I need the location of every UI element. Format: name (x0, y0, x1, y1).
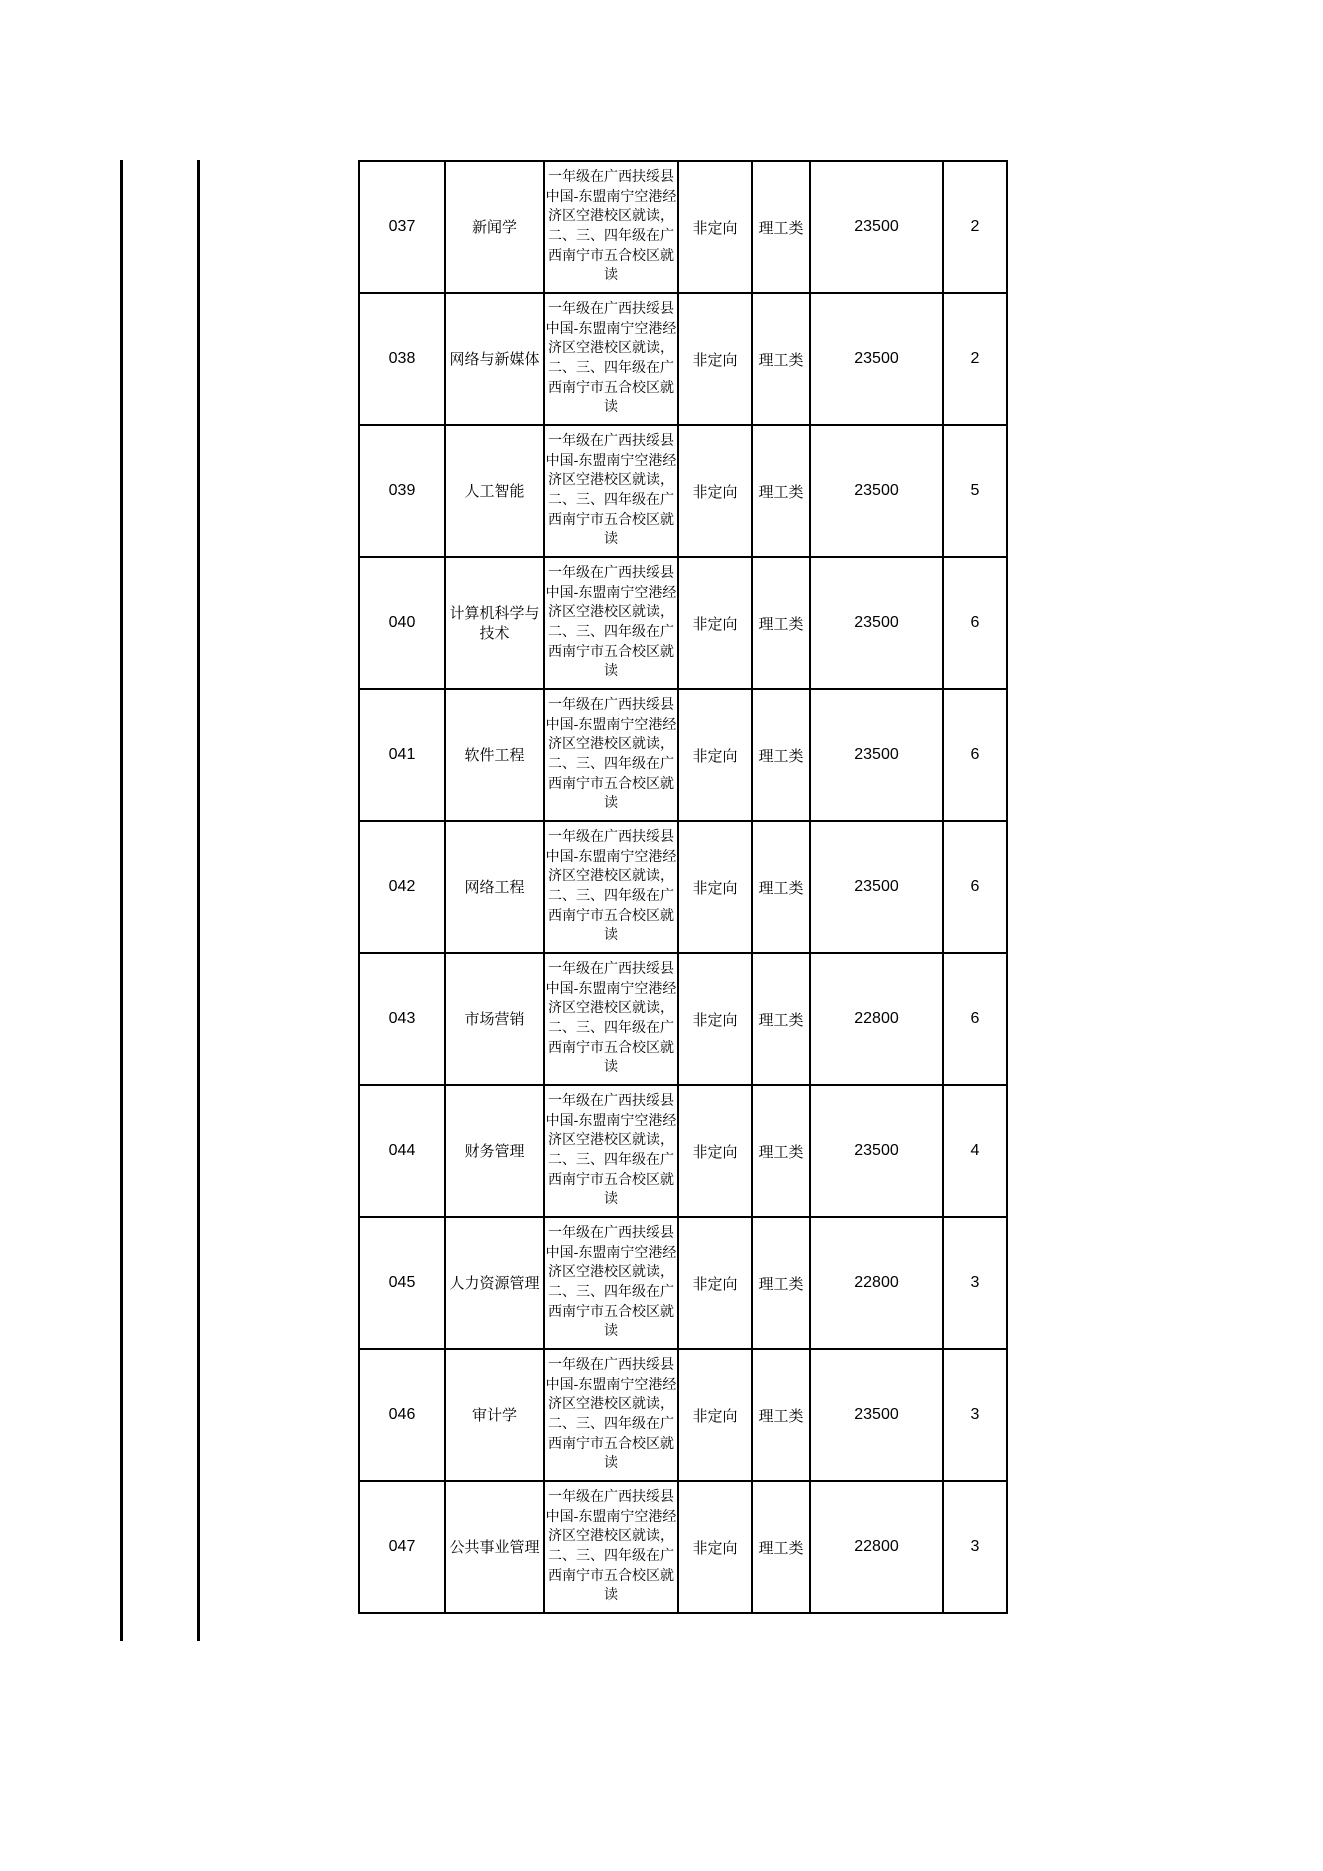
subject-category-cell: 理工类 (752, 1349, 810, 1481)
enrollment-plan-table (358, 160, 1008, 1614)
major-name-cell: 财务管理 (445, 1085, 544, 1217)
campus-note-cell (544, 953, 678, 1085)
campus-note-cell (544, 293, 678, 425)
major-name-cell: 审计学 (445, 1349, 544, 1481)
major-code-cell: 041 (359, 689, 445, 821)
campus-note-text: 一年级在广西扶绥县中国-东盟南宁空港经济区空港校区就读，二、三、四年级在广西南宁市五合校区就读 (545, 1489, 677, 1604)
tuition-fee-cell: 23500 (810, 821, 943, 953)
campus-note-cell (544, 1217, 678, 1349)
table-row (359, 1217, 1007, 1349)
major-code-cell: 042 (359, 821, 445, 953)
tuition-fee-cell: 23500 (810, 1349, 943, 1481)
quota-cell: 2 (943, 161, 1007, 293)
tuition-fee-cell: 22800 (810, 1217, 943, 1349)
enrollment-type-cell: 非定向 (678, 821, 752, 953)
major-name-cell: 公共事业管理 (445, 1481, 544, 1613)
campus-note-cell (544, 1481, 678, 1613)
major-code-cell: 039 (359, 425, 445, 557)
tuition-fee-cell: 23500 (810, 689, 943, 821)
tuition-fee-cell: 22800 (810, 1481, 943, 1613)
enrollment-type-cell: 非定向 (678, 425, 752, 557)
enrollment-type-cell: 非定向 (678, 293, 752, 425)
quota-cell: 5 (943, 425, 1007, 557)
tuition-fee-cell: 23500 (810, 557, 943, 689)
major-name-cell: 软件工程 (445, 689, 544, 821)
tuition-fee-cell: 23500 (810, 161, 943, 293)
enrollment-type-cell: 非定向 (678, 1085, 752, 1217)
major-name-cell: 新闻学 (445, 161, 544, 293)
subject-category-cell: 理工类 (752, 689, 810, 821)
enrollment-type-cell: 非定向 (678, 161, 752, 293)
table-body (359, 161, 1007, 1613)
subject-category-cell: 理工类 (752, 161, 810, 293)
campus-note-text: 一年级在广西扶绥县中国-东盟南宁空港经济区空港校区就读，二、三、四年级在广西南宁市五合校区就读 (545, 1225, 677, 1340)
campus-note-text: 一年级在广西扶绥县中国-东盟南宁空港经济区空港校区就读，二、三、四年级在广西南宁市五合校区就读 (545, 829, 677, 944)
subject-category-cell: 理工类 (752, 1481, 810, 1613)
quota-cell: 6 (943, 557, 1007, 689)
campus-note-text: 一年级在广西扶绥县中国-东盟南宁空港经济区空港校区就读，二、三、四年级在广西南宁市五合校区就读 (545, 697, 677, 812)
tuition-fee-cell: 23500 (810, 1085, 943, 1217)
table-row (359, 953, 1007, 1085)
table-row (359, 425, 1007, 557)
campus-note-text: 一年级在广西扶绥县中国-东盟南宁空港经济区空港校区就读，二、三、四年级在广西南宁市五合校区就读 (545, 169, 677, 284)
enrollment-type-cell: 非定向 (678, 557, 752, 689)
major-code-cell: 047 (359, 1481, 445, 1613)
major-code-cell: 040 (359, 557, 445, 689)
enrollment-type-cell: 非定向 (678, 953, 752, 1085)
tuition-fee-cell: 23500 (810, 293, 943, 425)
quota-cell: 3 (943, 1217, 1007, 1349)
enrollment-type-cell: 非定向 (678, 1349, 752, 1481)
major-name-cell: 计算机科学与技术 (445, 557, 544, 689)
major-code-cell: 038 (359, 293, 445, 425)
quota-cell: 4 (943, 1085, 1007, 1217)
major-code-cell: 037 (359, 161, 445, 293)
enrollment-type-cell: 非定向 (678, 1481, 752, 1613)
table-row (359, 1085, 1007, 1217)
campus-note-text: 一年级在广西扶绥县中国-东盟南宁空港经济区空港校区就读，二、三、四年级在广西南宁市五合校区就读 (545, 961, 677, 1076)
subject-category-cell: 理工类 (752, 425, 810, 557)
major-name-cell: 人工智能 (445, 425, 544, 557)
subject-category-cell: 理工类 (752, 1085, 810, 1217)
quota-cell: 3 (943, 1481, 1007, 1613)
campus-note-cell (544, 425, 678, 557)
campus-note-text: 一年级在广西扶绥县中国-东盟南宁空港经济区空港校区就读，二、三、四年级在广西南宁市五合校区就读 (545, 1093, 677, 1208)
table-row (359, 161, 1007, 293)
major-name-cell: 市场营销 (445, 953, 544, 1085)
table-row (359, 557, 1007, 689)
campus-note-text: 一年级在广西扶绥县中国-东盟南宁空港经济区空港校区就读，二、三、四年级在广西南宁市五合校区就读 (545, 433, 677, 548)
major-code-cell: 045 (359, 1217, 445, 1349)
subject-category-cell: 理工类 (752, 293, 810, 425)
quota-cell: 6 (943, 821, 1007, 953)
major-name-cell: 网络与新媒体 (445, 293, 544, 425)
table-row (359, 821, 1007, 953)
enrollment-type-cell: 非定向 (678, 689, 752, 821)
campus-note-text: 一年级在广西扶绥县中国-东盟南宁空港经济区空港校区就读，二、三、四年级在广西南宁市五合校区就读 (545, 301, 677, 416)
table-row (359, 293, 1007, 425)
merged-column-right-border (197, 160, 200, 1641)
major-code-cell: 046 (359, 1349, 445, 1481)
merged-column-left-border (120, 160, 123, 1641)
quota-cell: 6 (943, 953, 1007, 1085)
campus-note-cell (544, 821, 678, 953)
quota-cell: 3 (943, 1349, 1007, 1481)
subject-category-cell: 理工类 (752, 557, 810, 689)
table-row (359, 1349, 1007, 1481)
campus-note-cell (544, 689, 678, 821)
major-code-cell: 044 (359, 1085, 445, 1217)
table-row (359, 689, 1007, 821)
campus-note-cell (544, 161, 678, 293)
table-row (359, 1481, 1007, 1613)
campus-note-cell (544, 557, 678, 689)
campus-note-text: 一年级在广西扶绥县中国-东盟南宁空港经济区空港校区就读，二、三、四年级在广西南宁市五合校区就读 (545, 565, 677, 680)
tuition-fee-cell: 22800 (810, 953, 943, 1085)
tuition-fee-cell: 23500 (810, 425, 943, 557)
subject-category-cell: 理工类 (752, 953, 810, 1085)
quota-cell: 6 (943, 689, 1007, 821)
subject-category-cell: 理工类 (752, 821, 810, 953)
subject-category-cell: 理工类 (752, 1217, 810, 1349)
quota-cell: 2 (943, 293, 1007, 425)
major-name-cell: 人力资源管理 (445, 1217, 544, 1349)
campus-note-cell (544, 1349, 678, 1481)
major-code-cell: 043 (359, 953, 445, 1085)
enrollment-type-cell: 非定向 (678, 1217, 752, 1349)
major-name-cell: 网络工程 (445, 821, 544, 953)
campus-note-cell (544, 1085, 678, 1217)
campus-note-text: 一年级在广西扶绥县中国-东盟南宁空港经济区空港校区就读，二、三、四年级在广西南宁市五合校区就读 (545, 1357, 677, 1472)
